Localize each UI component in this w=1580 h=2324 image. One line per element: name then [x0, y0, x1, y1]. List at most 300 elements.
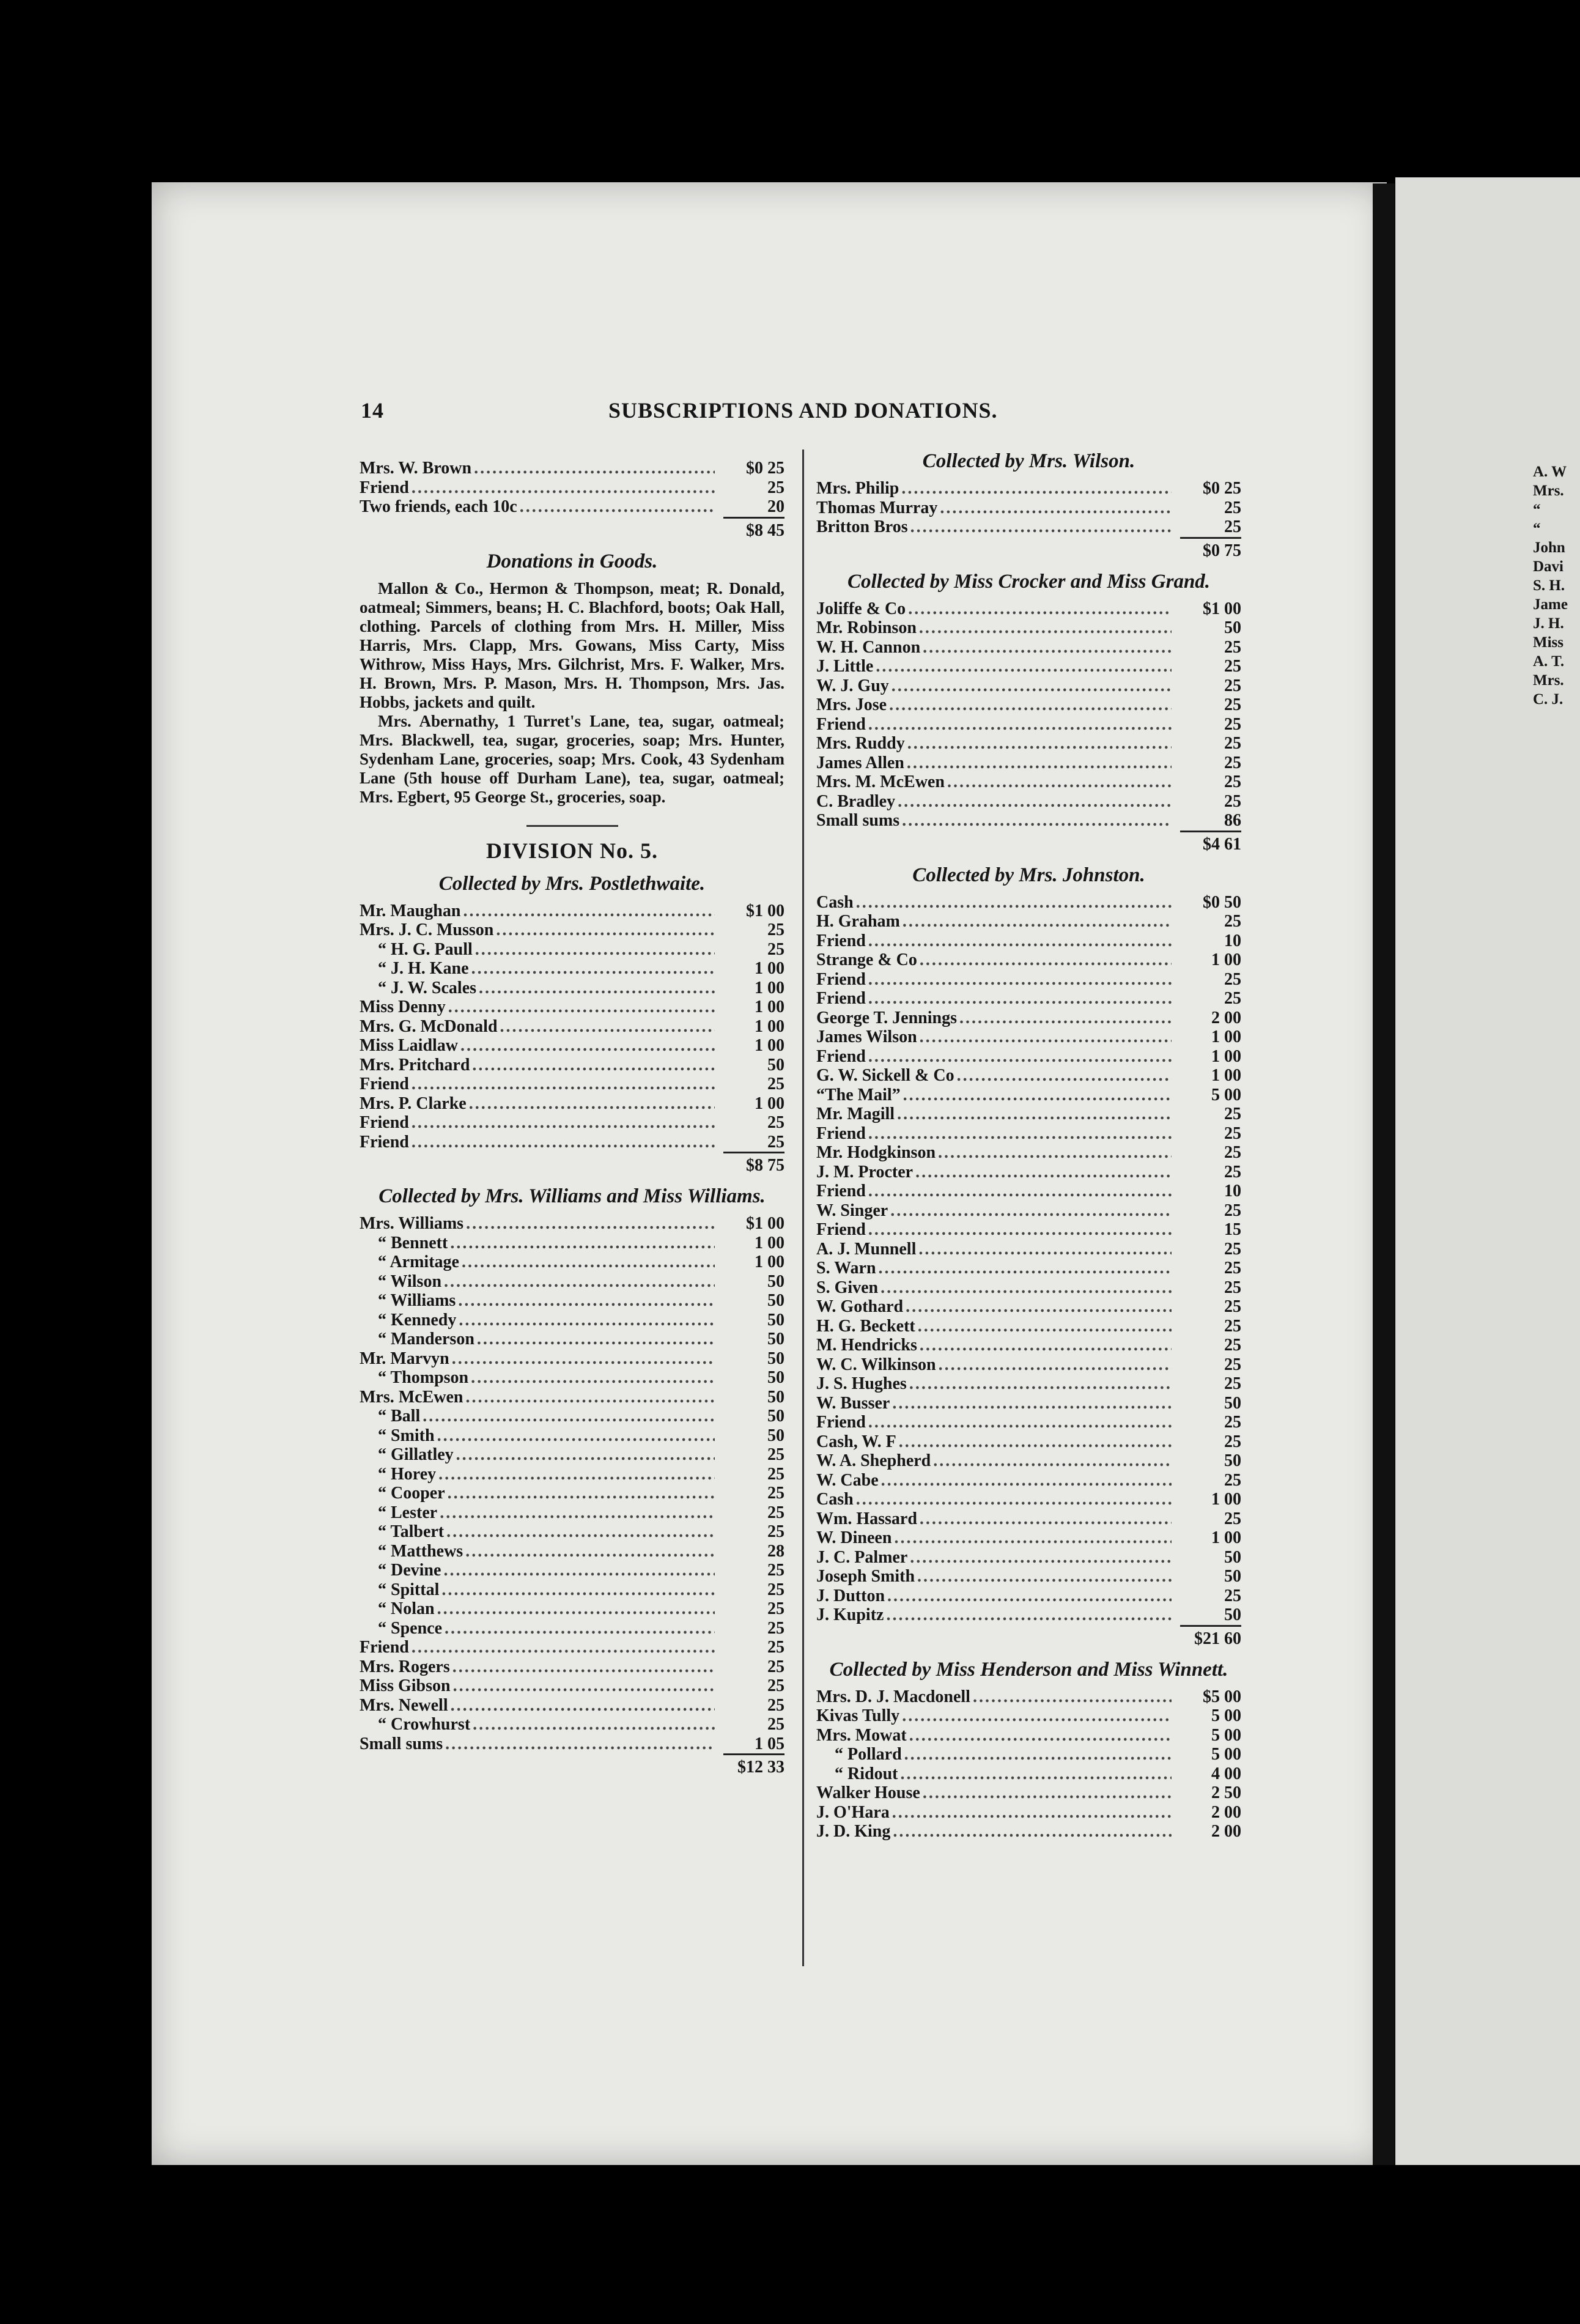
- leader-dots: [475, 940, 715, 960]
- leader-dots: [500, 1017, 715, 1037]
- donor-name: “ Thompson: [378, 1368, 469, 1387]
- donation-amount: 25: [1224, 1143, 1241, 1162]
- donation-amount: 5 00: [1211, 1085, 1241, 1105]
- leader-dots: [445, 1619, 715, 1638]
- list-item: [816, 1726, 1241, 1745]
- donor-name: H. Graham: [816, 912, 900, 931]
- leader-dots: [887, 1586, 1172, 1606]
- donor-name: J. D. King: [816, 1822, 891, 1841]
- williams-total: $12 33: [360, 1753, 784, 1778]
- list-item: [360, 1017, 784, 1037]
- list-item: [360, 1522, 784, 1542]
- donation-amount: 5 00: [1211, 1745, 1241, 1764]
- donor-name: Friend: [816, 1182, 866, 1201]
- donation-amount: 25: [1224, 734, 1241, 753]
- list-item: [360, 1445, 784, 1465]
- crocker-total: $4 61: [816, 831, 1241, 855]
- donor-name: G. W. Sickell & Co: [816, 1066, 954, 1085]
- donation-amount: 50: [767, 1291, 784, 1310]
- section-separator: [526, 825, 618, 827]
- list-item: [816, 1105, 1241, 1124]
- donor-name: Friend: [816, 1220, 866, 1239]
- donor-name: Friend: [360, 1638, 409, 1657]
- list-item: [816, 1317, 1241, 1336]
- leader-dots: [886, 1605, 1172, 1625]
- next-page-fragment: John: [1533, 539, 1565, 556]
- donor-name: Two friends, each 10c: [360, 497, 517, 516]
- list-item: [360, 1542, 784, 1561]
- donation-amount: 25: [767, 1657, 784, 1676]
- list-item: [360, 1465, 784, 1484]
- donor-name: Mr. Maughan: [360, 901, 461, 920]
- list-item: [816, 676, 1241, 696]
- next-page-fragment: Davi: [1533, 558, 1563, 575]
- donation-amount: 25: [767, 1638, 784, 1657]
- leader-dots: [909, 1726, 1172, 1745]
- list-item: [816, 1201, 1241, 1221]
- leader-dots: [933, 1451, 1172, 1471]
- leader-dots: [973, 1687, 1172, 1707]
- leader-dots: [479, 979, 715, 998]
- list-item: [816, 1413, 1241, 1432]
- donor-name: C. Bradley: [816, 791, 896, 811]
- list-item: [816, 1548, 1241, 1567]
- donation-amount: 25: [1224, 1297, 1241, 1316]
- list-item: [816, 599, 1241, 619]
- list-item: [816, 1220, 1241, 1240]
- donor-name: Small sums: [360, 1734, 443, 1753]
- donation-amount: 25: [1224, 1413, 1241, 1432]
- donation-amount: 50: [1224, 1393, 1241, 1413]
- donation-amount: 25: [1224, 1316, 1241, 1336]
- list-item: [816, 517, 1241, 537]
- donor-name: George T. Jennings: [816, 1008, 957, 1027]
- donation-amount: 25: [1224, 1259, 1241, 1278]
- leader-dots: [451, 1696, 715, 1715]
- list-item: [816, 1432, 1241, 1452]
- donation-amount: 25: [1224, 753, 1241, 772]
- wilson-total: $0 75: [816, 537, 1241, 561]
- list-item: [816, 893, 1241, 912]
- leader-dots: [881, 1471, 1172, 1490]
- leader-dots: [477, 1330, 715, 1349]
- donor-name: “ J. W. Scales: [378, 978, 477, 997]
- donation-amount: 1 00: [755, 1036, 784, 1055]
- donor-name: James Wilson: [816, 1027, 917, 1046]
- leader-dots: [441, 1580, 715, 1600]
- list-item: [816, 1374, 1241, 1394]
- next-page-fragment: A. T.: [1533, 653, 1565, 670]
- list-item: [816, 638, 1241, 657]
- list-item: [360, 1619, 784, 1638]
- donation-amount: 1 05: [755, 1734, 784, 1753]
- list-item: [816, 1471, 1241, 1490]
- donation-amount: 50: [767, 1271, 784, 1291]
- list-item: [816, 715, 1241, 735]
- donor-name: Mr. Magill: [816, 1105, 895, 1123]
- donor-name: J. M. Procter: [816, 1162, 914, 1182]
- donor-name: Cash: [816, 892, 854, 912]
- left-column: [360, 459, 784, 1778]
- leader-dots: [438, 1465, 715, 1484]
- list-item: [360, 1272, 784, 1292]
- donation-amount: 25: [767, 1075, 784, 1094]
- donation-amount: $0 25: [1203, 479, 1241, 498]
- donation-amount: 25: [767, 1464, 784, 1484]
- donation-amount: 25: [1224, 969, 1241, 989]
- donor-name: Mrs. M. McEwen: [816, 772, 945, 791]
- williams-heading: Collected by Mrs. Williams and Miss Williams.: [378, 1185, 766, 1207]
- donor-name: Friend: [816, 1123, 866, 1143]
- book-gutter: [1373, 183, 1395, 2165]
- leader-dots: [915, 1163, 1172, 1182]
- donor-name: Friend: [360, 1075, 409, 1094]
- donor-name: Mrs. Philip: [816, 479, 899, 498]
- donor-name: Kivas Tully: [816, 1706, 900, 1725]
- donation-amount: 25: [767, 1522, 784, 1541]
- donor-name: Britton Bros: [816, 517, 908, 536]
- list-item: [360, 1036, 784, 1056]
- leader-dots: [466, 1388, 715, 1407]
- donor-name: Friend: [816, 969, 866, 989]
- list-item: [816, 1336, 1241, 1355]
- leader-dots: [445, 1734, 715, 1754]
- leader-dots: [462, 1253, 715, 1272]
- leader-dots: [907, 734, 1172, 753]
- donation-amount: 25: [767, 1618, 784, 1638]
- leader-dots: [444, 1272, 715, 1292]
- donor-name: W. Busser: [816, 1393, 890, 1413]
- donation-amount: 50: [767, 1310, 784, 1330]
- list-item: [360, 1696, 784, 1715]
- leader-dots: [453, 1676, 715, 1696]
- next-page-fragment: Mrs.: [1533, 672, 1564, 689]
- donation-amount: 2 50: [1211, 1783, 1241, 1802]
- leader-dots: [897, 1105, 1172, 1124]
- donor-name: Friend: [816, 1046, 866, 1066]
- list-item: [360, 1133, 784, 1152]
- leader-dots: [496, 920, 715, 940]
- henderson-heading: Collected by Miss Henderson and Miss Winnett.: [829, 1658, 1228, 1681]
- leader-dots: [959, 1008, 1172, 1028]
- list-item: [360, 1426, 784, 1446]
- column-divider: [802, 450, 804, 1966]
- donation-amount: 20: [767, 497, 784, 516]
- donation-amount: 28: [767, 1541, 784, 1561]
- list-item: [360, 1599, 784, 1619]
- goods-paragraph-2: Mrs. Abernathy, 1 Turret's Lane, tea, sugar, oatmeal; Mrs. Blackwell, tea, sugar, groceries, soap; Mrs. Hunter, Sydenham Lane, groceries, soap; Mrs. Cook, 43 Sydenham Lane (5th house off Durham Lane), tea, sugar, oatmeal; Mrs. Egbert, 95 George St., groceries, soap.: [360, 711, 784, 806]
- donor-name: Wm. Hassard: [816, 1509, 917, 1528]
- donation-amount: 50: [767, 1407, 784, 1426]
- donor-name: Joseph Smith: [816, 1567, 915, 1586]
- leader-dots: [520, 497, 715, 517]
- donation-amount: 25: [1224, 1586, 1241, 1605]
- list-item: [816, 1605, 1241, 1625]
- leader-dots: [923, 1783, 1172, 1803]
- leader-dots: [412, 478, 715, 498]
- donation-amount: 50: [767, 1426, 784, 1445]
- donor-name: Walker House: [816, 1783, 920, 1802]
- list-item: [360, 1113, 784, 1133]
- donation-amount: 25: [767, 1599, 784, 1618]
- donor-name: “ J. H. Kane: [378, 959, 469, 978]
- donor-name: “ Ridout: [835, 1764, 898, 1783]
- list-item: [816, 1509, 1241, 1529]
- list-item: [816, 989, 1241, 1008]
- donor-name: “The Mail”: [816, 1085, 901, 1105]
- list-item: [360, 1311, 784, 1330]
- crocker-list: [816, 599, 1241, 831]
- donation-amount: 25: [767, 939, 784, 959]
- leader-dots: [474, 459, 715, 478]
- leader-dots: [868, 931, 1172, 951]
- leader-dots: [880, 1278, 1172, 1298]
- donor-name: W. Singer: [816, 1201, 888, 1220]
- donor-name: Friend: [816, 714, 866, 734]
- list-item: [360, 1253, 784, 1272]
- donation-amount: 25: [1224, 1374, 1241, 1393]
- donation-amount: 25: [1224, 676, 1241, 695]
- donation-amount: 25: [1224, 695, 1241, 714]
- postlethwaite-total: $8 75: [360, 1152, 784, 1176]
- donation-amount: 25: [1224, 1123, 1241, 1143]
- donation-amount: 2 00: [1211, 1822, 1241, 1841]
- donation-amount: 25: [767, 1715, 784, 1734]
- leader-dots: [459, 1311, 715, 1330]
- list-item: [816, 1764, 1241, 1784]
- donation-amount: 25: [1224, 517, 1241, 536]
- leader-dots: [452, 1657, 715, 1677]
- list-item: [360, 1715, 784, 1734]
- donation-amount: 25: [767, 1695, 784, 1715]
- leader-dots: [920, 950, 1172, 970]
- leader-dots: [903, 1086, 1172, 1105]
- list-item: [816, 657, 1241, 676]
- donation-amount: 25: [767, 1561, 784, 1580]
- donor-name: Mrs. G. McDonald: [360, 1016, 498, 1036]
- leader-dots: [920, 1336, 1172, 1355]
- donor-name: “ Manderson: [378, 1330, 474, 1349]
- leader-dots: [910, 1548, 1172, 1567]
- wilson-heading: Collected by Mrs. Wilson.: [922, 450, 1135, 472]
- donation-amount: 1 00: [1211, 1528, 1241, 1547]
- leader-dots: [460, 1036, 715, 1056]
- list-item: [816, 792, 1241, 812]
- leader-dots: [466, 1214, 715, 1234]
- top-rows: [360, 459, 784, 517]
- donation-amount: 50: [1224, 1605, 1241, 1624]
- wilson-list: [816, 479, 1241, 537]
- donation-amount: 25: [1224, 1509, 1241, 1528]
- list-item: [816, 1047, 1241, 1067]
- next-page-fragment: “: [1533, 520, 1541, 537]
- donation-amount: 25: [1224, 657, 1241, 676]
- leader-dots: [899, 1432, 1172, 1452]
- donor-name: “ Bennett: [378, 1233, 448, 1253]
- leader-dots: [856, 893, 1172, 912]
- donation-amount: 25: [1224, 1162, 1241, 1182]
- donor-name: Mr. Hodgkinson: [816, 1143, 936, 1162]
- donor-name: J. O'Hara: [816, 1802, 890, 1822]
- donation-amount: 50: [767, 1387, 784, 1407]
- leader-dots: [452, 1349, 715, 1369]
- leader-dots: [471, 1368, 715, 1388]
- list-item: [360, 1676, 784, 1696]
- donor-name: Miss Gibson: [360, 1676, 451, 1695]
- donation-amount: 25: [767, 1676, 784, 1695]
- donation-amount: $0 25: [746, 459, 784, 478]
- list-item: [816, 931, 1241, 951]
- leader-dots: [904, 1745, 1172, 1764]
- list-item: [816, 753, 1241, 773]
- list-item: [816, 1086, 1241, 1105]
- division-heading: DIVISION No. 5.: [485, 838, 659, 863]
- leader-dots: [903, 912, 1172, 931]
- next-page-fragment: Miss: [1533, 634, 1563, 651]
- leader-dots: [940, 498, 1172, 518]
- donor-name: “ Ball: [378, 1407, 421, 1426]
- list-item: [360, 1214, 784, 1234]
- donor-name: Mrs. Newell: [360, 1695, 448, 1715]
- page-number: 14: [361, 398, 384, 423]
- donation-amount: 15: [1224, 1220, 1241, 1239]
- donor-name: M. Hendricks: [816, 1336, 917, 1355]
- donation-amount: 25: [1224, 1336, 1241, 1355]
- donor-name: S. Given: [816, 1278, 879, 1297]
- donation-amount: 2 00: [1211, 1802, 1241, 1822]
- donor-name: “ Wilson: [378, 1271, 442, 1291]
- leader-dots: [920, 1509, 1172, 1529]
- donor-name: Small sums: [816, 811, 900, 830]
- list-item: [816, 1124, 1241, 1144]
- list-item: [816, 479, 1241, 498]
- donation-amount: 25: [767, 920, 784, 939]
- donation-amount: $5 00: [1203, 1687, 1241, 1706]
- list-item: [816, 1240, 1241, 1259]
- donation-amount: $0 50: [1203, 892, 1241, 912]
- donation-amount: 25: [1224, 714, 1241, 734]
- leader-dots: [902, 1706, 1172, 1726]
- donation-amount: 25: [1224, 498, 1241, 517]
- donor-name: “ Lester: [378, 1503, 438, 1522]
- leader-dots: [876, 657, 1172, 676]
- donation-amount: 25: [1224, 912, 1241, 931]
- donor-name: Mrs. Mowat: [816, 1725, 907, 1745]
- list-item: [360, 1330, 784, 1349]
- donation-amount: 10: [1224, 1182, 1241, 1201]
- donor-name: Joliffe & Co: [816, 599, 906, 618]
- leader-dots: [908, 599, 1172, 619]
- list-item: [816, 1394, 1241, 1413]
- donor-name: W. Dineen: [816, 1528, 892, 1547]
- williams-list: [360, 1214, 784, 1753]
- leader-dots: [906, 1297, 1172, 1317]
- list-item: [816, 1803, 1241, 1823]
- donor-name: “ Williams: [378, 1291, 456, 1310]
- leader-dots: [856, 1490, 1172, 1509]
- right-column: [816, 450, 1241, 1841]
- list-item: [360, 1561, 784, 1580]
- list-item: [816, 1066, 1241, 1086]
- list-item: [360, 1056, 784, 1075]
- donor-name: “ Horey: [378, 1464, 437, 1484]
- donation-amount: $1 00: [746, 1214, 784, 1233]
- list-item: [816, 1451, 1241, 1471]
- list-item: [816, 618, 1241, 638]
- list-item: [816, 1259, 1241, 1278]
- list-item: [816, 912, 1241, 931]
- list-item: [816, 1143, 1241, 1163]
- leader-dots: [892, 676, 1172, 696]
- list-item: [360, 1503, 784, 1523]
- next-page-fragment: S. H.: [1533, 577, 1565, 594]
- donor-name: J. Kupitz: [816, 1605, 884, 1624]
- list-item: [360, 478, 784, 498]
- donor-name: Mrs. J. C. Musson: [360, 920, 494, 939]
- leader-dots: [443, 1561, 715, 1580]
- leader-dots: [947, 772, 1172, 792]
- johnston-heading: Collected by Mrs. Johnston.: [912, 864, 1145, 886]
- list-item: [360, 1349, 784, 1369]
- leader-dots: [889, 695, 1172, 715]
- donor-name: Mrs. Ruddy: [816, 734, 905, 753]
- leader-dots: [907, 753, 1172, 773]
- donor-name: W. Gothard: [816, 1297, 904, 1316]
- leader-dots: [465, 1542, 715, 1561]
- leader-dots: [900, 1764, 1172, 1784]
- donor-name: Friend: [360, 1113, 409, 1132]
- leader-dots: [440, 1503, 715, 1523]
- next-page-fragment: “: [1533, 501, 1541, 518]
- donation-amount: 1 00: [755, 997, 784, 1016]
- leader-dots: [917, 1567, 1172, 1586]
- goods-heading: Donations in Goods.: [486, 550, 658, 572]
- donor-name: Friend: [360, 1132, 409, 1152]
- donor-name: “ Gillatley: [378, 1445, 454, 1464]
- list-item: [360, 1734, 784, 1754]
- johnston-total: $21 60: [816, 1625, 1241, 1649]
- donor-name: Miss Denny: [360, 997, 446, 1016]
- donor-name: “ Spittal: [378, 1580, 440, 1599]
- leader-dots: [469, 1094, 715, 1114]
- donation-amount: 50: [1224, 1547, 1241, 1567]
- list-item: [816, 1528, 1241, 1548]
- donation-amount: $1 00: [1203, 599, 1241, 618]
- list-item: [360, 959, 784, 979]
- donor-name: W. J. Guy: [816, 676, 889, 695]
- donor-name: J. Dutton: [816, 1586, 885, 1605]
- postlethwaite-list: [360, 901, 784, 1152]
- donation-amount: 25: [767, 1484, 784, 1503]
- list-item: [816, 1163, 1241, 1182]
- donation-amount: 4 00: [1211, 1764, 1241, 1783]
- leader-dots: [868, 1124, 1172, 1144]
- leader-dots: [919, 618, 1172, 638]
- donation-amount: 50: [767, 1349, 784, 1368]
- donor-name: Strange & Co: [816, 950, 917, 969]
- donation-amount: 25: [1224, 1278, 1241, 1297]
- list-item: [360, 940, 784, 960]
- list-item: [360, 920, 784, 940]
- list-item: [360, 1234, 784, 1253]
- donation-amount: 25: [767, 1503, 784, 1522]
- leader-dots: [868, 1220, 1172, 1240]
- donation-amount: 1 00: [755, 1094, 784, 1113]
- donation-amount: 1 00: [755, 1016, 784, 1036]
- list-item: [360, 1094, 784, 1114]
- leader-dots: [446, 1522, 715, 1542]
- johnston-list: [816, 893, 1241, 1625]
